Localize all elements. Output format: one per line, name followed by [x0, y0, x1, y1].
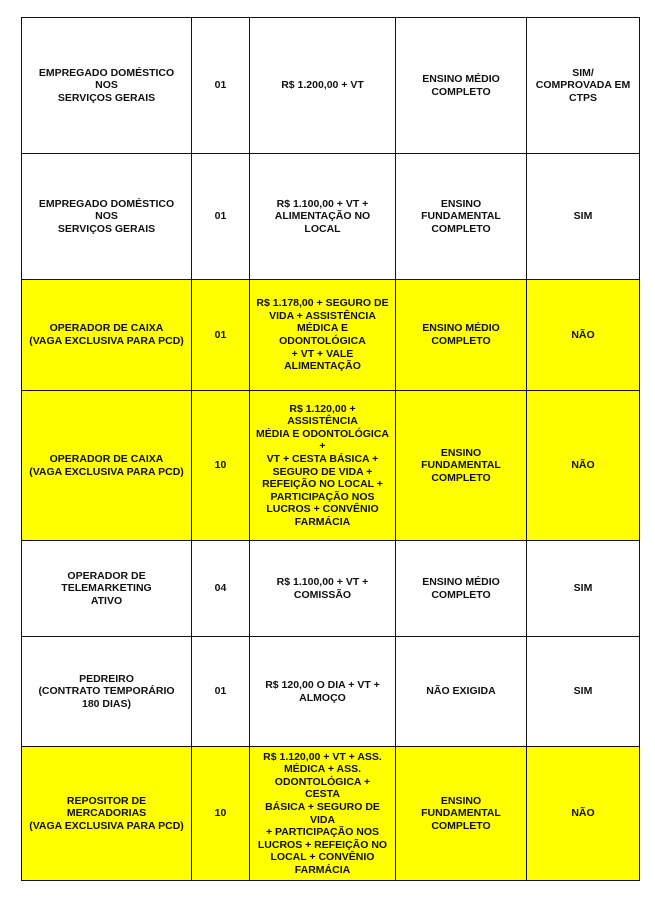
salary-benefits-cell [250, 541, 396, 637]
job-title-cell-line: EMPREGADO DOMÉSTICO NOS [38, 197, 175, 223]
vacancies-cell: 01 [192, 637, 250, 747]
job-title-cell-line: PEDREIRO [79, 672, 134, 685]
salary-benefits-cell-line: MÉDICA E ODONTOLÓGICA [279, 322, 366, 347]
education-cell [396, 637, 527, 747]
education-cell-line: COMPLETO [431, 85, 491, 98]
table-row [22, 637, 640, 747]
education-cell [396, 391, 527, 541]
salary-benefits-cell [250, 280, 396, 391]
experience-required-cell [527, 637, 640, 747]
experience-required-cell-line: SIM [573, 582, 593, 595]
experience-required-cell [527, 391, 640, 541]
job-title-cell-line: SERVIÇOS GERAIS [57, 91, 156, 104]
vacancies-cell: 10 [192, 391, 250, 541]
education-cell [396, 18, 527, 154]
job-title-cell-line: REPOSITOR DE MERCADORIAS [66, 794, 147, 820]
job-title-cell [22, 747, 192, 881]
salary-benefits-cell-line: ALIMENTAÇÃO NO LOCAL [274, 210, 371, 235]
salary-benefits-cell-line: SEGURO DE VIDA + [272, 465, 373, 478]
vacancies-cell: 01 [192, 280, 250, 391]
salary-benefits-cell-line: R$ 1.120,00 + VT + ASS. [263, 750, 382, 763]
salary-benefits-cell-line: + VT + VALE ALIMENTAÇÃO [284, 347, 361, 373]
table-row [22, 280, 640, 391]
salary-benefits-cell-line: R$ 1.200,00 + VT [281, 79, 364, 92]
education-cell-line: ENSINO MÉDIO [422, 575, 500, 588]
job-title-cell-line: OPERADOR DE CAIXA [49, 322, 164, 335]
table-row [22, 541, 640, 637]
salary-benefits-cell [250, 747, 396, 881]
experience-required-cell-line: SIM [573, 210, 593, 223]
education-cell-line: COMPLETO [431, 471, 491, 484]
salary-benefits-cell-line: R$ 1.100,00 + VT + [276, 575, 369, 588]
education-cell-line: ENSINO FUNDAMENTAL [421, 197, 501, 223]
job-title-cell [22, 154, 192, 280]
experience-required-cell-line: NÃO [571, 807, 595, 820]
experience-required-cell-line: CTPS [568, 91, 597, 104]
salary-benefits-cell [250, 391, 396, 541]
job-title-cell-line: (VAGA EXCLUSIVA PARA PCD) [29, 465, 184, 478]
education-cell [396, 154, 527, 280]
education-cell-line: ENSINO FUNDAMENTAL [421, 794, 501, 820]
salary-benefits-cell-line: LOCAL + CONVÊNIO [270, 851, 375, 864]
salary-benefits-cell [250, 154, 396, 280]
salary-benefits-cell-line: REFEIÇÃO NO LOCAL + [262, 478, 383, 491]
experience-required-cell-line: SIM/ [572, 66, 594, 79]
salary-benefits-cell-line: LUCROS + CONVÊNIO [266, 503, 379, 516]
education-cell-line: ENSINO MÉDIO [422, 72, 500, 85]
experience-required-cell [527, 280, 640, 391]
salary-benefits-cell-line: LUCROS + REFEIÇÃO NO [257, 838, 388, 851]
salary-benefits-cell-line: ODONTOLÓGICA + CESTA [274, 775, 371, 801]
education-cell [396, 280, 527, 391]
salary-benefits-cell-line: ALMOÇO [299, 691, 346, 704]
vacancies-cell: 01 [192, 154, 250, 280]
job-listing-sheet [21, 17, 639, 881]
education-cell [396, 747, 527, 881]
experience-required-cell [527, 18, 640, 154]
experience-required-cell-line: SIM [573, 685, 593, 698]
salary-benefits-cell-line: FARMÁCIA [294, 515, 351, 528]
salary-benefits-cell-line: MÉDICA + ASS. [283, 763, 362, 776]
job-title-cell-line: 180 DIAS) [81, 697, 132, 710]
education-cell-line: ENSINO MÉDIO [422, 322, 500, 335]
salary-benefits-cell-line: FARMÁCIA [294, 863, 351, 876]
table-row [22, 154, 640, 280]
job-title-cell-line: (CONTRATO TEMPORÁRIO [38, 685, 175, 698]
vacancies-cell: 04 [192, 541, 250, 637]
job-title-cell [22, 541, 192, 637]
education-cell-line: COMPLETO [431, 335, 491, 347]
education-cell-line: ENSINO FUNDAMENTAL [421, 446, 501, 472]
salary-benefits-cell-line: BÁSICA + SEGURO DE VIDA [265, 800, 380, 826]
experience-required-cell [527, 747, 640, 881]
vacancies-cell: 01 [192, 18, 250, 154]
table-row [22, 18, 640, 154]
vacancies-cell: 10 [192, 747, 250, 881]
salary-benefits-cell-line: R$ 1.120,00 + ASSISTÊNCIA [287, 402, 358, 428]
education-cell-line: NÃO EXIGIDA [426, 685, 496, 698]
table-row [22, 747, 640, 881]
job-rows [22, 18, 640, 881]
salary-benefits-cell-line: VIDA + ASSISTÊNCIA [269, 309, 376, 322]
experience-required-cell-line: COMPROVADA EM [535, 79, 631, 92]
job-title-cell-line: OPERADOR DE TELEMARKETING [61, 569, 152, 595]
education-cell-line: COMPLETO [431, 222, 491, 235]
job-title-cell [22, 637, 192, 747]
experience-required-cell [527, 541, 640, 637]
salary-benefits-cell-line: R$ 1.100,00 + VT + [276, 197, 369, 210]
job-title-cell-line: (VAGA EXCLUSIVA PARA PCD) [29, 819, 184, 832]
education-cell-line: COMPLETO [431, 588, 491, 601]
job-vacancies-table [21, 17, 640, 881]
table-row [22, 391, 640, 541]
job-title-cell [22, 280, 192, 391]
salary-benefits-cell-line: PARTICIPAÇÃO NOS [270, 490, 375, 503]
salary-benefits-cell-line: VT + CESTA BÁSICA + [266, 452, 379, 465]
education-cell-line: COMPLETO [431, 819, 491, 832]
job-title-cell-line: EMPREGADO DOMÉSTICO NOS [38, 66, 175, 92]
experience-required-cell [527, 154, 640, 280]
job-title-cell-line: OPERADOR DE CAIXA [49, 452, 164, 465]
job-title-cell [22, 18, 192, 154]
experience-required-cell-line: NÃO [571, 459, 595, 472]
salary-benefits-cell-line: + PARTICIPAÇÃO NOS [265, 826, 380, 839]
salary-benefits-cell-line: R$ 1.178,00 + SEGURO DE [256, 297, 389, 310]
salary-benefits-cell [250, 18, 396, 154]
experience-required-cell-line: NÃO [571, 328, 595, 341]
job-title-cell-line: ATIVO [90, 594, 123, 607]
salary-benefits-cell-line: MÉDIA E ODONTOLÓGICA + [256, 427, 390, 453]
salary-benefits-cell [250, 637, 396, 747]
job-title-cell [22, 391, 192, 541]
job-title-cell-line: SERVIÇOS GERAIS [57, 222, 156, 235]
job-title-cell-line: (VAGA EXCLUSIVA PARA PCD) [29, 335, 184, 347]
salary-benefits-cell-line: COMISSÃO [293, 588, 352, 601]
salary-benefits-cell-line: R$ 120,00 O DIA + VT + [265, 678, 380, 691]
education-cell [396, 541, 527, 637]
